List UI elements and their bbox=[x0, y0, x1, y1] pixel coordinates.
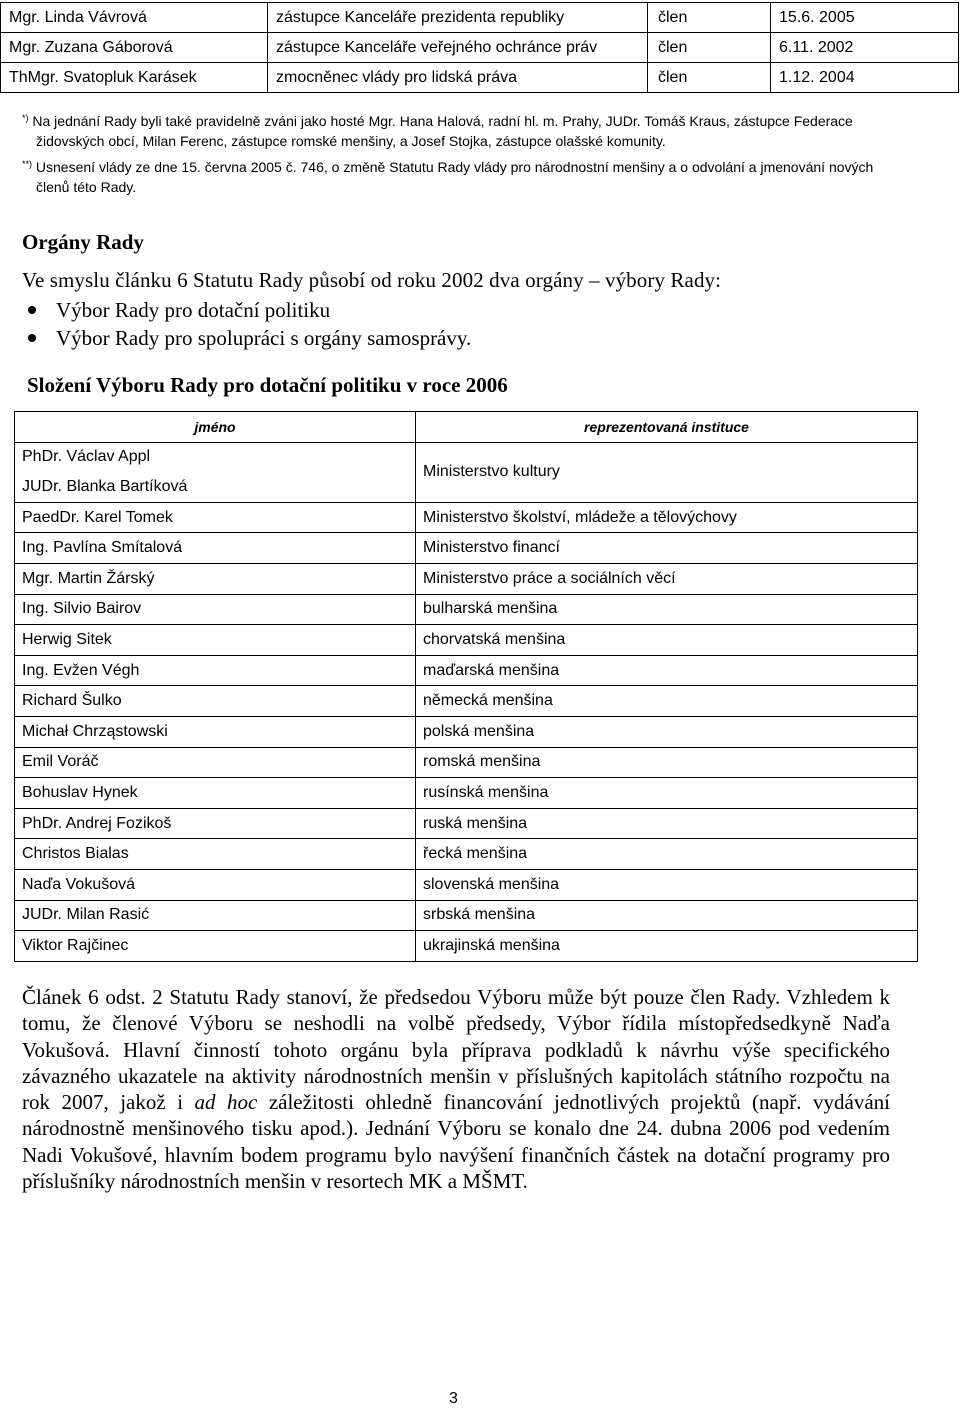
table-row bbox=[15, 716, 918, 747]
member-name: Emil Voráč bbox=[15, 747, 416, 778]
member-name: Christos Bialas bbox=[15, 839, 416, 870]
member-name: PhDr. Václav Appl bbox=[15, 442, 416, 472]
member-name: Ing. Evžen Végh bbox=[15, 655, 416, 686]
article-text-continued: záležitosti ohledně financování jednotlivých projektů (např. vydávání národnostně menšinového tisku apod.). Jednání Výboru se konalo dne 24. dubna 2006 pod vedením Nadi Vokušové, hlavním bodem programu bylo navýšení finančních částek na dotační programy pro příslušníky národnostních menšin v resortech MK a MŠMT. bbox=[22, 1090, 890, 1194]
footnote-text-line2: členů této Rady. bbox=[36, 179, 137, 195]
member-institution: srbská menšina bbox=[416, 900, 918, 931]
footnote-mark: *) bbox=[22, 113, 29, 123]
member-name: Mgr. Zuzana Gáborová bbox=[1, 33, 268, 63]
member-name: Michał Chrząstowski bbox=[15, 716, 416, 747]
member-name: Ing. Pavlína Smítalová bbox=[15, 533, 416, 564]
footnote-text-line2: židovských obcí, Milan Ferenc, zástupce romské menšiny, a Josef Stojka, zástupce olašské komunity. bbox=[36, 133, 666, 149]
member-name: JUDr. Milan Rasić bbox=[15, 900, 416, 931]
article-paragraph bbox=[22, 984, 890, 1194]
footnote-mark: **) bbox=[22, 159, 33, 169]
member-date: 15.6. 2005 bbox=[771, 3, 959, 33]
page-number: 3 bbox=[449, 1390, 458, 1407]
table-row bbox=[15, 502, 918, 533]
column-header-institution: reprezentovaná instituce bbox=[416, 412, 918, 443]
table-row bbox=[15, 931, 918, 962]
table-row bbox=[15, 869, 918, 900]
member-name: Ing. Silvio Bairov bbox=[15, 594, 416, 625]
table-row bbox=[15, 778, 918, 809]
table-header-row bbox=[15, 412, 918, 443]
member-institution: rusínská menšina bbox=[416, 778, 918, 809]
member-name: PhDr. Andrej Fozikoš bbox=[15, 808, 416, 839]
table-row bbox=[15, 625, 918, 656]
list-item bbox=[22, 298, 471, 326]
member-institution: Ministerstvo kultury bbox=[416, 442, 918, 502]
bullet-icon bbox=[28, 306, 36, 314]
table-row bbox=[1, 33, 959, 63]
footnote-text-line1: Usnesení vlády ze dne 15. června 2005 č. 746, o změně Statutu Rady vlády pro národnostní menšiny a o odvolání a jmenování nových bbox=[35, 159, 874, 175]
member-institution: německá menšina bbox=[416, 686, 918, 717]
member-institution: romská menšina bbox=[416, 747, 918, 778]
article-italic: ad hoc bbox=[194, 1090, 258, 1115]
member-institution: ruská menšina bbox=[416, 808, 918, 839]
member-name: ThMgr. Svatopluk Karásek bbox=[1, 63, 268, 93]
table-row bbox=[15, 686, 918, 717]
footnote-text-line1: Na jednání Rady byli také pravidelně zváni jako hosté Mgr. Hana Halová, radní hl. m. Prahy, JUDr. Tomáš Kraus, zástupce Federace bbox=[32, 113, 853, 129]
section-intro: Ve smyslu článku 6 Statutu Rady působí od roku 2002 dva orgány – výbory Rady: bbox=[22, 268, 722, 292]
member-name: JUDr. Blanka Bartíková bbox=[15, 472, 416, 502]
table-row bbox=[15, 900, 918, 931]
table-row bbox=[1, 3, 959, 33]
member-institution: řecká menšina bbox=[416, 839, 918, 870]
member-institution: bulharská menšina bbox=[416, 594, 918, 625]
member-institution: Ministerstvo financí bbox=[416, 533, 918, 564]
member-name: Naďa Vokušová bbox=[15, 869, 416, 900]
table-row bbox=[15, 747, 918, 778]
table-row bbox=[15, 594, 918, 625]
member-name: Richard Šulko bbox=[15, 686, 416, 717]
member-role: zástupce Kanceláře prezidenta republiky bbox=[268, 3, 648, 33]
bullet-icon bbox=[28, 334, 36, 342]
footnote-guests bbox=[22, 111, 902, 151]
table-row bbox=[1, 63, 959, 93]
table-row bbox=[15, 839, 918, 870]
member-name: Mgr. Martin Žárský bbox=[15, 563, 416, 594]
table-row bbox=[15, 655, 918, 686]
column-header-name: jméno bbox=[15, 412, 416, 443]
member-institution: Ministerstvo práce a sociálních věcí bbox=[416, 563, 918, 594]
article-text: Článek 6 odst. 2 Statutu Rady stanoví, že předsedou Výboru může být pouze člen Rady. Vzhledem k tomu, že členové Výboru se neshodli na volbě předsedy, Výbor řídila místopředsedkyně Naďa Vokušová. Hlavní činností tohoto orgánu byla příprava podkladů k návrhu výše specifického závazného ukazatele na aktivity národnostních menšin v příslušných kapitolách státního rozpočtu na rok 2007, jakož i bbox=[22, 985, 890, 1115]
member-institution: slovenská menšina bbox=[416, 869, 918, 900]
member-name: Bohuslav Hynek bbox=[15, 778, 416, 809]
list-item bbox=[22, 326, 471, 354]
table-row bbox=[15, 442, 918, 472]
member-date: 6.11. 2002 bbox=[771, 33, 959, 63]
member-institution: chorvatská menšina bbox=[416, 625, 918, 656]
list-item-text: Výbor Rady pro dotační politiku bbox=[56, 298, 331, 322]
member-role: zmocněnec vlády pro lidská práva bbox=[268, 63, 648, 93]
member-name: Viktor Rajčinec bbox=[15, 931, 416, 962]
footnote-resolution bbox=[22, 157, 902, 197]
member-position: člen bbox=[648, 3, 771, 33]
member-date: 1.12. 2004 bbox=[771, 63, 959, 93]
member-institution: polská menšina bbox=[416, 716, 918, 747]
member-institution: Ministerstvo školství, mládeže a tělovýchovy bbox=[416, 502, 918, 533]
committee-members-table bbox=[14, 411, 918, 962]
section-heading: Orgány Rady bbox=[22, 230, 144, 254]
member-role: zástupce Kanceláře veřejného ochránce práv bbox=[268, 33, 648, 63]
composition-heading: Složení Výboru Rady pro dotační politiku v roce 2006 bbox=[27, 373, 508, 397]
table-row bbox=[15, 563, 918, 594]
member-position: člen bbox=[648, 33, 771, 63]
member-name: Herwig Sitek bbox=[15, 625, 416, 656]
member-institution: ukrajinská menšina bbox=[416, 931, 918, 962]
council-members-table bbox=[0, 2, 959, 93]
list-item-text: Výbor Rady pro spolupráci s orgány samosprávy. bbox=[56, 326, 472, 350]
table-row bbox=[15, 533, 918, 564]
member-name: PaedDr. Karel Tomek bbox=[15, 502, 416, 533]
member-position: člen bbox=[648, 63, 771, 93]
table-row bbox=[15, 808, 918, 839]
committee-list bbox=[22, 298, 471, 354]
member-institution: maďarská menšina bbox=[416, 655, 918, 686]
member-name: Mgr. Linda Vávrová bbox=[1, 3, 268, 33]
